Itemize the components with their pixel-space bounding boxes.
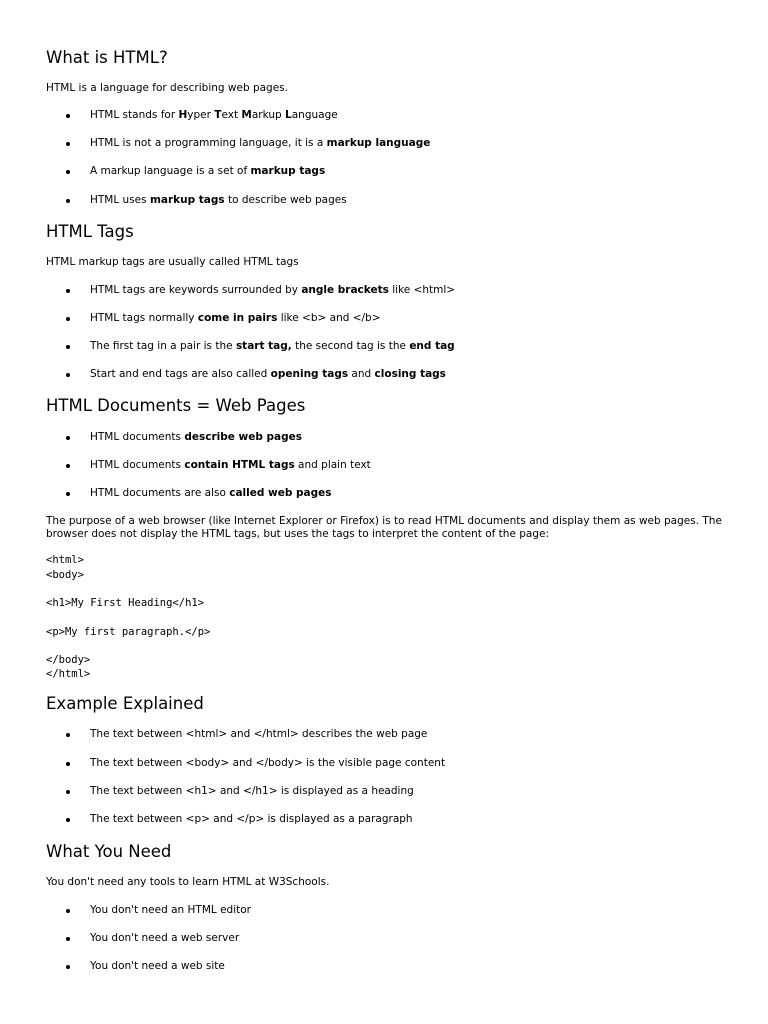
list-item [90,284,455,297]
list-item [90,109,338,122]
text-segment: and plain text [294,459,371,471]
text-segment: The first tag in a pair is the [90,340,236,352]
code-line: </body> [46,654,91,666]
code-line: <body> [46,569,84,581]
code-line: <html> [46,554,84,566]
list-item [90,194,347,207]
list-item [90,487,332,500]
list-item [90,368,446,381]
heading-html-documents: HTML Documents = Web Pages [46,396,306,415]
text-segment: like <html> [388,284,456,296]
browser-paragraph: The purpose of a web browser (like Internet Explorer or Firefox) is to read HTML documents and display them as web pages. The browser does not display the HTML tags, but uses the tags to interpret the content of the page: [46,515,722,540]
list-item [90,340,455,353]
bullet [66,114,70,118]
bold-text: markup language [326,137,431,149]
list-item [90,312,381,325]
list-item [90,904,251,917]
text-segment: HTML stands for [90,109,179,121]
text-segment: The text between <html> and </html> describes the web page [90,728,428,740]
text-segment: to describe web pages [224,194,347,206]
list-item [90,932,239,945]
heading-html-tags: HTML Tags [46,222,134,241]
text-segment: HTML uses [90,194,150,206]
bullet [66,142,70,146]
list-item [90,757,445,770]
intro-what-is-html: HTML is a language for describing web pages. [46,82,288,94]
list-item [90,813,413,826]
bullet [66,317,70,321]
intro-what-you-need: You don't need any tools to learn HTML at W3Schools. [46,876,330,888]
text-segment: and [348,368,375,380]
text-segment: arkup [251,109,286,121]
bullet [66,818,70,822]
intro-html-tags: HTML markup tags are usually called HTML tags [46,256,299,268]
bold-text: M [241,109,252,121]
text-segment: A markup language is a set of [90,165,251,177]
text-segment: The text between <p> and </p> is displayed as a paragraph [90,813,413,825]
bullet [66,733,70,737]
bold-text: contain HTML tags [184,459,295,471]
bullet [66,373,70,377]
text-segment: The text between <body> and </body> is the visible page content [90,757,446,769]
bold-text: come in pairs [197,312,278,324]
bullet [66,170,70,174]
text-segment: You don't need an HTML editor [90,904,251,916]
bullet [66,937,70,941]
text-segment: yper [187,109,215,121]
bold-text: L [285,109,292,121]
bold-text: opening tags [270,368,349,380]
bullet [66,790,70,794]
text-segment: You don't need a web server [90,932,240,944]
bullet [66,492,70,496]
heading-what-is-html: What is HTML? [46,48,168,67]
list-item [90,137,430,150]
text-segment: HTML is not a programming language, it is a [90,137,327,149]
bold-text: markup tags [149,194,225,206]
text-segment: Start and end tags are also called [90,368,271,380]
list-item [90,431,302,444]
text-segment: The text between <h1> and </h1> is displayed as a heading [90,785,414,797]
text-segment: HTML tags normally [90,312,198,324]
bold-text: T [214,109,222,121]
bullet [66,199,70,203]
text-segment: like <b> and </b> [277,312,381,324]
bullet [66,762,70,766]
heading-what-you-need: What You Need [46,842,172,861]
text-segment: You don't need a web site [90,960,225,972]
list-item [90,165,325,178]
text-segment: HTML documents [90,459,185,471]
bullet [66,436,70,440]
bullet [66,345,70,349]
list-item [90,785,414,798]
bold-text: closing tags [374,368,446,380]
code-line: <p>My first paragraph.</p> [46,626,211,638]
bold-text: angle brackets [301,284,389,296]
text-segment: HTML documents are also [90,487,230,499]
bullet [66,965,70,969]
text-segment: HTML documents [90,431,185,443]
text-segment: anguage [291,109,338,121]
bold-text: start tag, [235,340,292,352]
code-line: <h1>My First Heading</h1> [46,597,205,609]
bold-text: called web pages [229,487,332,499]
text-segment: ext [221,109,242,121]
bold-text: markup tags [250,165,326,177]
list-item [90,960,225,973]
code-line: </html> [46,668,91,680]
heading-example-explained: Example Explained [46,694,204,713]
bullet [66,289,70,293]
bold-text: H [178,109,188,121]
bullet [66,464,70,468]
text-segment: the second tag is the [291,340,410,352]
list-item [90,459,371,472]
bullet [66,909,70,913]
bold-text: end tag [409,340,455,352]
text-segment: HTML tags are keywords surrounded by [90,284,302,296]
bold-text: describe web pages [184,431,303,443]
list-item [90,728,427,741]
